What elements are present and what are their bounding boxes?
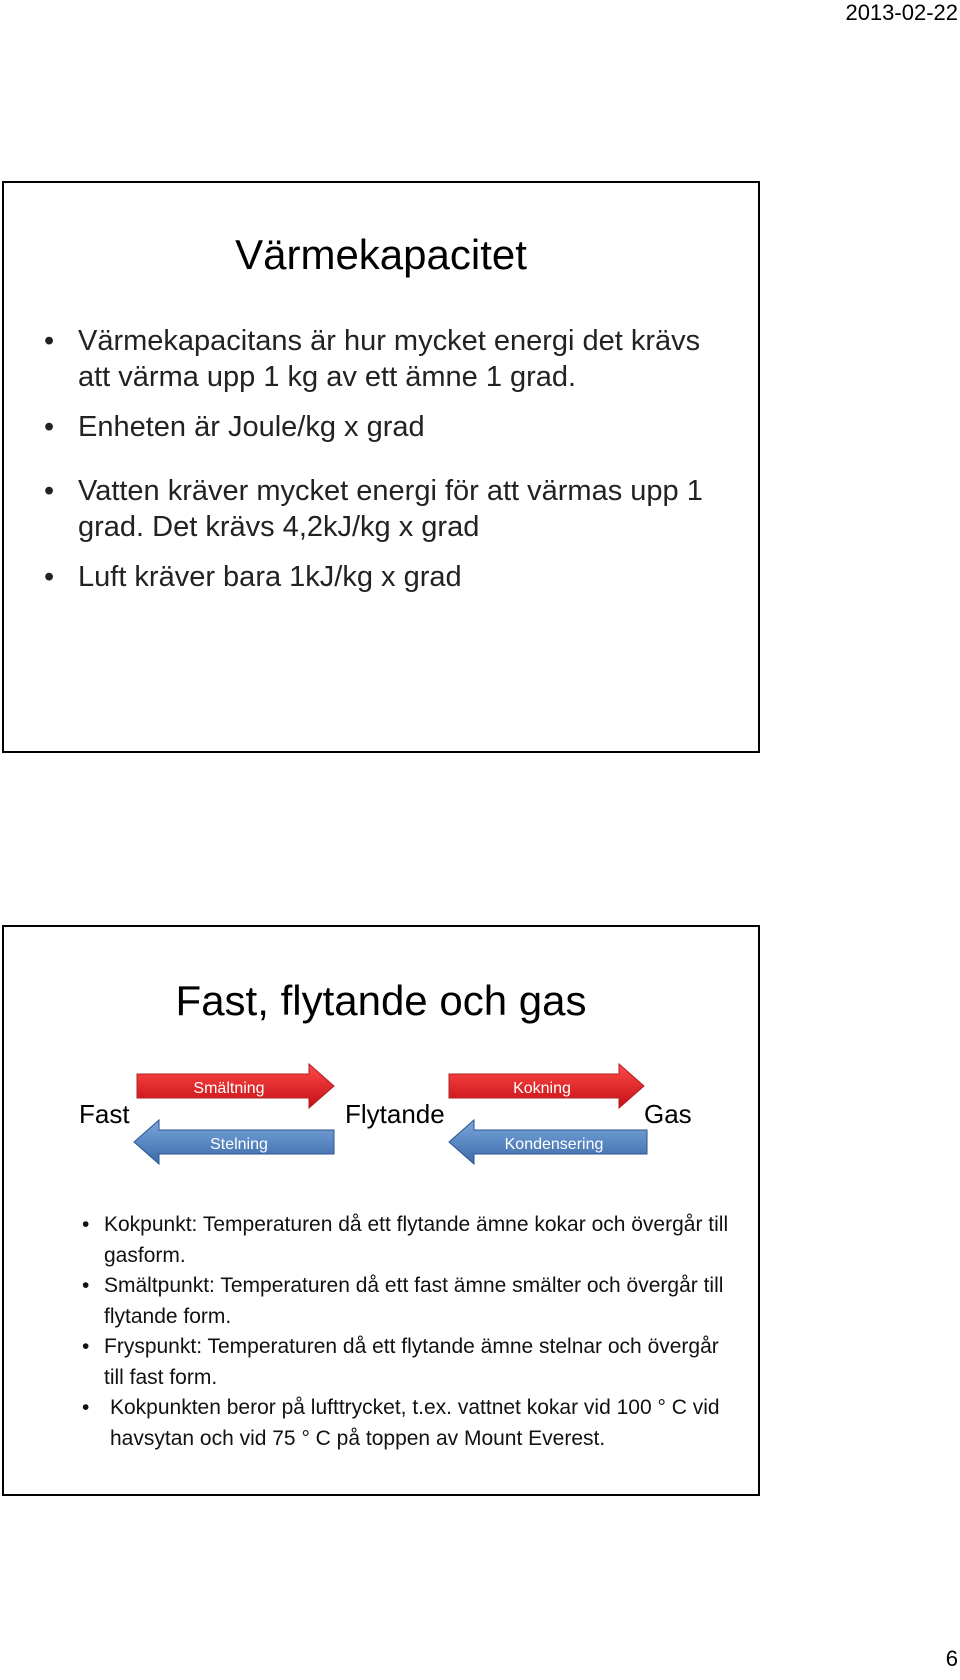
bullet-icon: • <box>44 475 55 507</box>
bullet-item: • Kokpunkt: Temperaturen då ett flytande ämne kokar och övergår till gasform. <box>82 1210 738 1271</box>
bullet-item: • Vatten kräver mycket energi för att värmas upp 1 grad. Det krävs 4,2kJ/kg x grad <box>44 475 703 543</box>
state-solid: Fast <box>79 1099 130 1129</box>
arrow-stelning <box>134 1120 334 1164</box>
slide-heat-capacity <box>2 181 760 753</box>
bullet-icon: • <box>82 1335 90 1358</box>
bullet-item: • Enheten är Joule/kg x grad <box>44 411 425 443</box>
bullet-item: • Smältpunkt: Temperaturen då ett fast ämne smälter och övergår till flytande form. <box>82 1271 738 1332</box>
arrow-label: Smältning <box>193 1080 265 1097</box>
bullet-icon: • <box>44 325 55 357</box>
arrow-label: Stelning <box>210 1136 268 1153</box>
arrow-label: Kokning <box>513 1080 571 1097</box>
bullet-item: • Luft kräver bara 1kJ/kg x grad <box>44 561 462 593</box>
bullet-item: • Värmekapacitans är hur mycket energi det krävs att värma upp 1 kg av ett ämne 1 grad. <box>44 325 701 393</box>
page-number: 6 <box>945 1646 958 1671</box>
state-gas: Gas <box>644 1099 692 1129</box>
arrow-kondensering <box>449 1120 647 1164</box>
state-liquid: Flytande <box>345 1099 445 1129</box>
phase-diagram <box>4 1057 758 1172</box>
bullet-item: • Fryspunkt: Temperaturen då ett flytande ämne stelnar och övergår till fast form. <box>82 1332 738 1393</box>
slide-title: Värmekapacitet <box>235 231 527 278</box>
bullet-icon: • <box>44 561 55 593</box>
slide-states-of-matter <box>2 925 760 1496</box>
bullet-item: • Kokpunkten beror på lufttrycket, t.ex. vattnet kokar vid 100 ° C vid havsytan och vid 75 ° C på toppen av Mount Everest. <box>82 1393 738 1454</box>
bullet-list <box>82 1210 738 1454</box>
bullet-list <box>44 323 728 595</box>
bullet-icon: • <box>44 411 55 443</box>
bullet-icon: • <box>82 1213 90 1236</box>
arrow-label: Kondensering <box>504 1136 604 1153</box>
bullet-icon: • <box>82 1274 90 1297</box>
header-date: 2013-02-22 <box>845 0 958 25</box>
bullet-icon: • <box>82 1396 90 1419</box>
arrow-smaltning <box>137 1064 334 1108</box>
arrow-kokning <box>449 1064 644 1108</box>
slide-title: Fast, flytande och gas <box>175 977 587 1024</box>
